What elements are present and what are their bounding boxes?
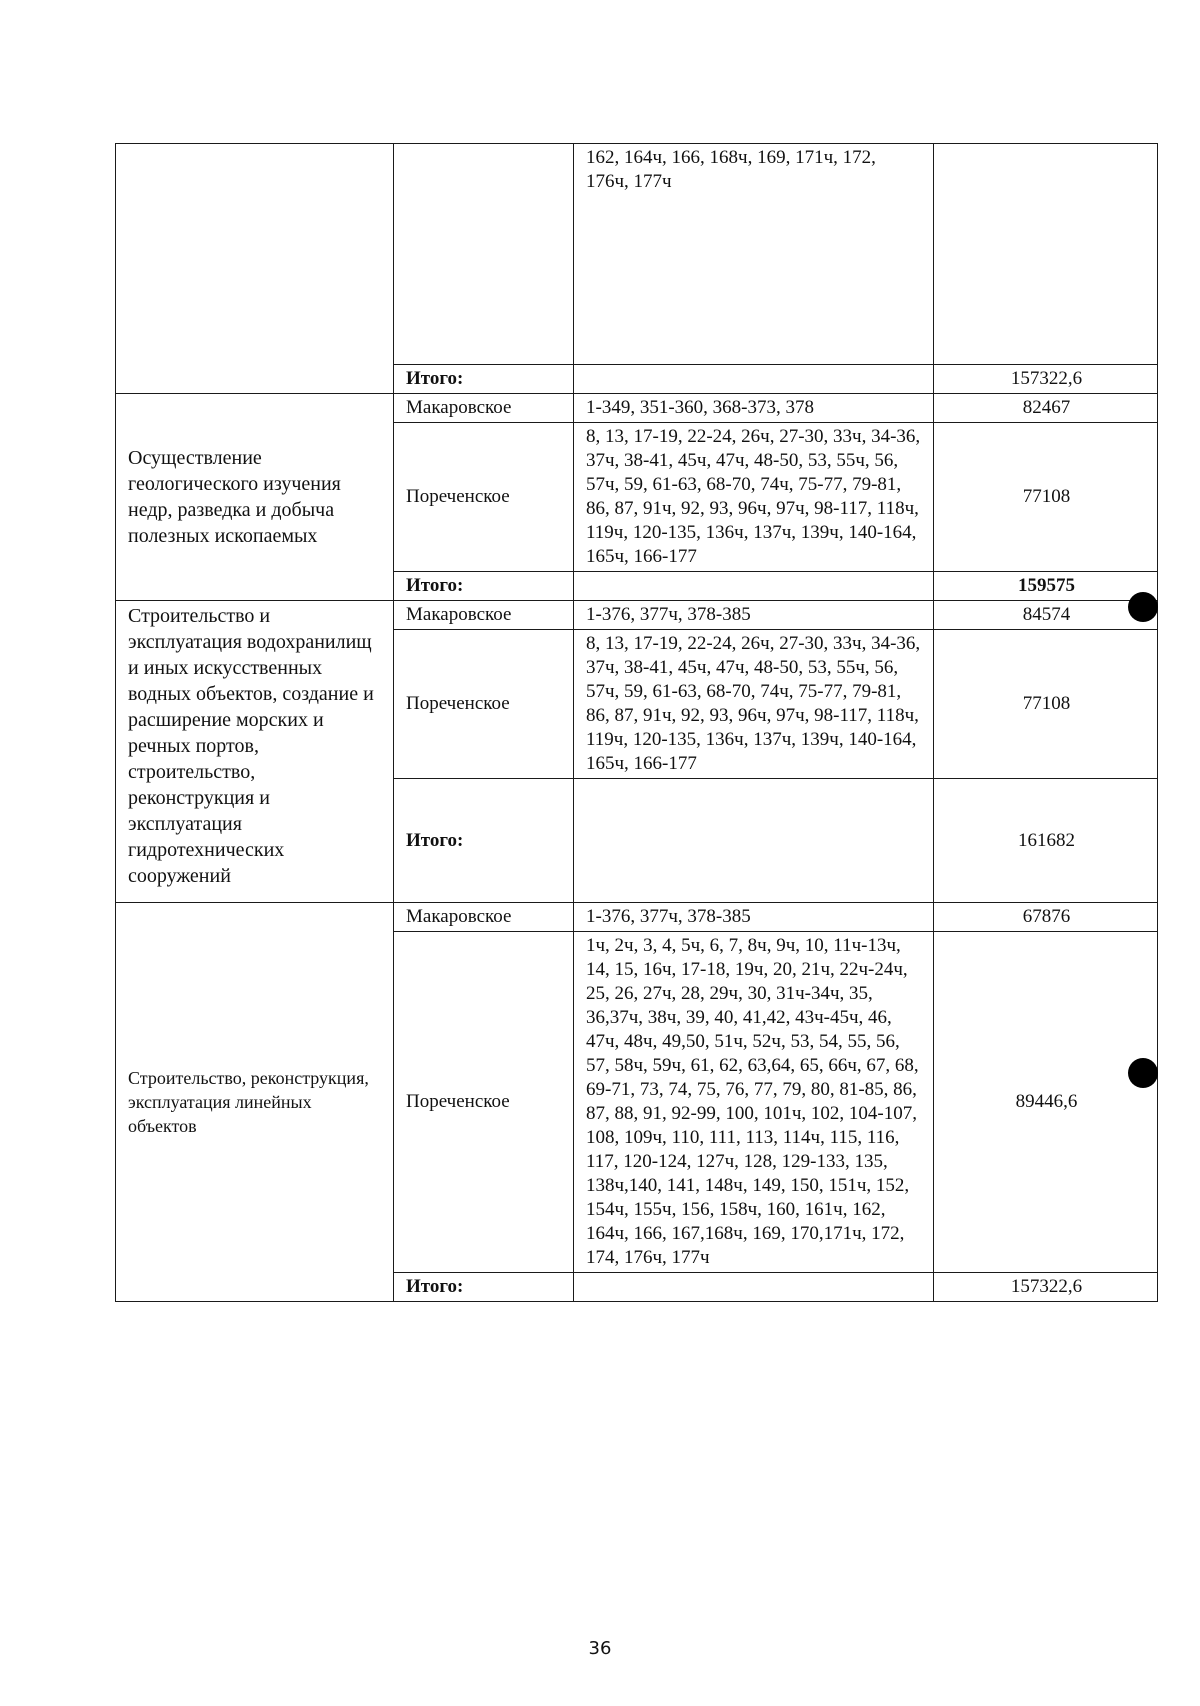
plots-cell: 8, 13, 17-19, 22-24, 26ч, 27-30, 33ч, 34-36, 37ч, 38-41, 45ч, 47ч, 48-50, 53, 55ч, 56, 57ч, 59, 61-63, 68-70, 74ч, 75-77, 79-81, 86, 87, 91ч, 92, 93, 96ч, 97ч, 98-117, 118ч, 119ч, 120-135, 136ч, 137ч, 139ч, 140-164, 165ч, 166-177 — [574, 630, 934, 779]
value-cell: 84574 — [934, 601, 1158, 630]
plots-cell: 1-349, 351-360, 368-373, 378 — [574, 394, 934, 423]
total-label: Итого: — [394, 779, 574, 903]
area-cell: Пореченское — [394, 423, 574, 572]
activity-cell — [116, 144, 394, 394]
value-cell: 67876 — [934, 903, 1158, 932]
page-number: 36 — [588, 1638, 612, 1659]
total-label: Итого: — [394, 1273, 574, 1302]
area-cell: Пореченское — [394, 630, 574, 779]
table-row — [116, 903, 1158, 932]
value-cell: 89446,6 — [934, 932, 1158, 1273]
plots-cell: 162, 164ч, 166, 168ч, 169, 171ч, 172, 176ч, 177ч — [574, 144, 934, 365]
area-cell: Макаровское — [394, 601, 574, 630]
area-cell: Макаровское — [394, 394, 574, 423]
area-cell — [394, 144, 574, 365]
table-row — [116, 394, 1158, 423]
value-cell: 77108 — [934, 630, 1158, 779]
plots-cell — [574, 365, 934, 394]
total-value: 161682 — [934, 779, 1158, 903]
value-cell: 82467 — [934, 394, 1158, 423]
total-value: 159575 — [934, 572, 1158, 601]
total-label: Итого: — [394, 572, 574, 601]
table-row — [116, 144, 1158, 365]
total-label: Итого: — [394, 365, 574, 394]
total-value: 157322,6 — [934, 365, 1158, 394]
activity-cell: Строительство и эксплуатация водохранилищ и иных искусственных водных объектов, создание и расширение морских и речных портов, строительство, реконструкция и эксплуатация гидротехнических сооружений — [116, 601, 394, 903]
punch-hole-mark — [1128, 1058, 1158, 1088]
value-cell: 77108 — [934, 423, 1158, 572]
plots-cell: 1-376, 377ч, 378-385 — [574, 601, 934, 630]
plots-cell: 1-376, 377ч, 378-385 — [574, 903, 934, 932]
table-row — [116, 601, 1158, 630]
area-cell: Макаровское — [394, 903, 574, 932]
total-value: 157322,6 — [934, 1273, 1158, 1302]
activity-cell: Осуществление геологического изучения недр, разведка и добыча полезных ископаемых — [116, 394, 394, 601]
plots-cell — [574, 1273, 934, 1302]
land-use-table — [115, 143, 1158, 1302]
plots-cell: 1ч, 2ч, 3, 4, 5ч, 6, 7, 8ч, 9ч, 10, 11ч-13ч, 14, 15, 16ч, 17-18, 19ч, 20, 21ч, 22ч-24ч, 25, 26, 27ч, 28, 29ч, 30, 31ч-34ч, 35, 36,37ч, 38ч, 39, 40, 41,42, 43ч-45ч, 46, 47ч, 48ч, 49,50, 51ч, 52ч, 53, 54, 55, 56, 57, 58ч, 59ч, 61, 62, 63,64, 65, 66ч, 67, 68, 69-71, 73, 74, 75, 76, 77, 79, 80, 81-85, 86, 87, 88, 91, 92-99, 100, 101ч, 102, 104-107, 108, 109ч, 110, 111, 113, 114ч, 115, 116, 117, 120-124, 127ч, 128, 129-133, 135, 138ч,140, 141, 148ч, 149, 150, 151ч, 152, 154ч, 155ч, 156, 158ч, 160, 161ч, 162, 164ч, 166, 167,168ч, 169, 170,171ч, 172, 174, 176ч, 177ч — [574, 932, 934, 1273]
plots-cell: 8, 13, 17-19, 22-24, 26ч, 27-30, 33ч, 34-36, 37ч, 38-41, 45ч, 47ч, 48-50, 53, 55ч, 56, 57ч, 59, 61-63, 68-70, 74ч, 75-77, 79-81, 86, 87, 91ч, 92, 93, 96ч, 97ч, 98-117, 118ч, 119ч, 120-135, 136ч, 137ч, 139ч, 140-164, 165ч, 166-177 — [574, 423, 934, 572]
punch-hole-mark — [1128, 592, 1158, 622]
area-cell: Пореченское — [394, 932, 574, 1273]
activity-cell: Строительство, реконструкция, эксплуатация линейных объектов — [116, 903, 394, 1302]
plots-cell — [574, 779, 934, 903]
plots-cell — [574, 572, 934, 601]
value-cell — [934, 144, 1158, 365]
